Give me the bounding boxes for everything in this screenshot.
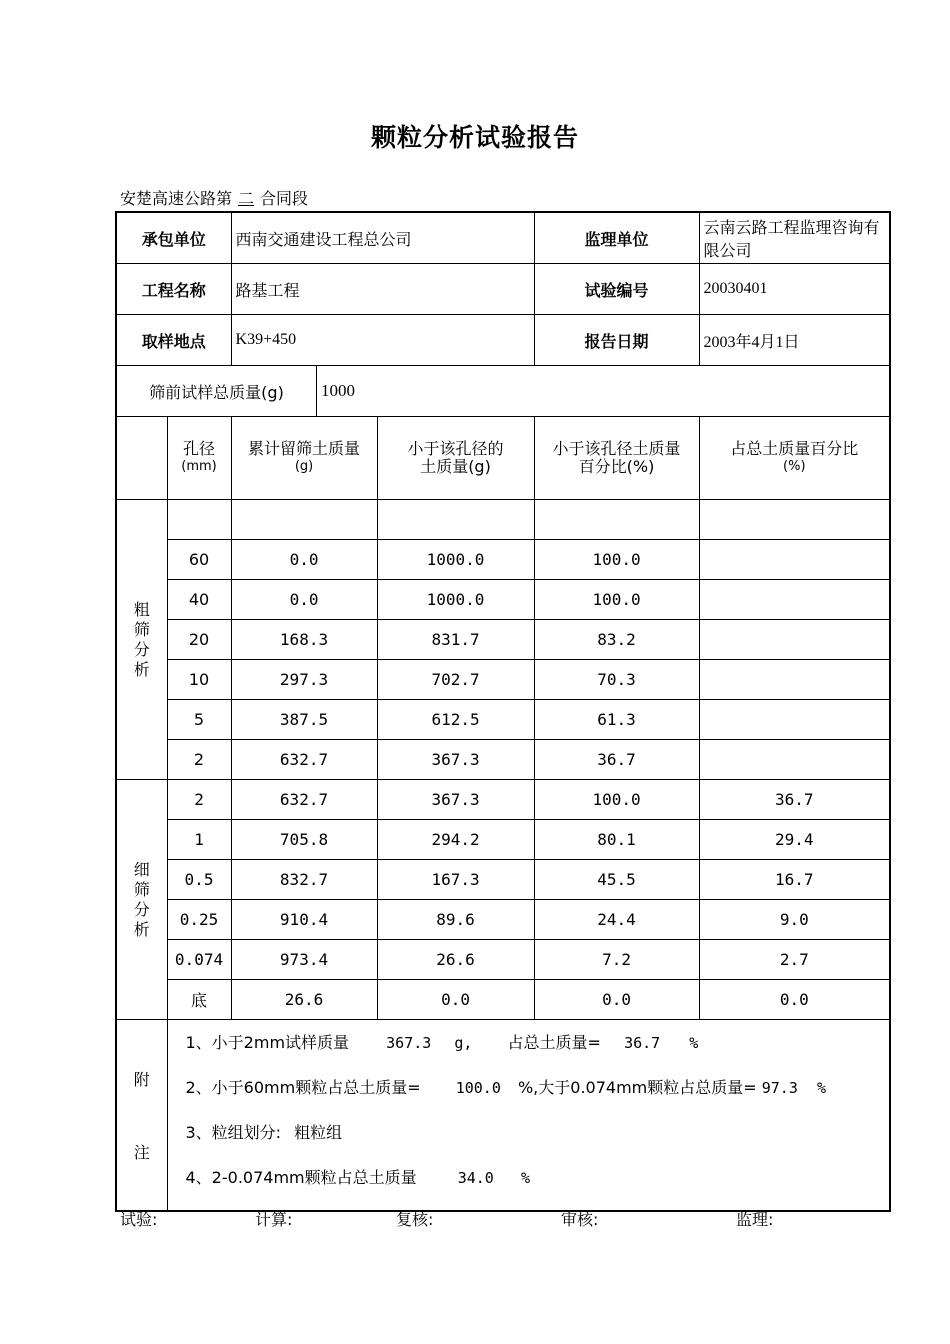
total-pct-cell (699, 660, 890, 700)
fine-row (116, 780, 890, 820)
aperture-cell: 5 (167, 700, 231, 740)
report-title: 颗粒分析试验报告 (370, 123, 579, 152)
note-2-text-a: 2、小于60mm颗粒占总土质量= (185, 1078, 421, 1097)
total-pct-cell: 0.0 (699, 980, 890, 1020)
retained-cell: 910.4 (231, 900, 377, 940)
fine-label-char: 析 (133, 919, 150, 939)
supervisor-value: 云南云路工程监理咨询有限公司 (699, 212, 890, 264)
aperture-cell: 底 (167, 980, 231, 1020)
note-4-text-b: % (520, 1169, 530, 1187)
total-pct-cell: 2.7 (699, 940, 890, 980)
footer-supervisor: 监理: (736, 1210, 774, 1229)
note-4-text-a: 4、2-0.074mm颗粒占总土质量 (185, 1168, 417, 1187)
note-1-text-a: 1、小于2mm试样质量 (185, 1033, 350, 1052)
note-2-value-2: 97.3 (761, 1079, 798, 1097)
contract-suffix: 合同段 (260, 189, 309, 208)
aperture-cell: 1 (167, 820, 231, 860)
contract-section (120, 186, 308, 209)
notes-content (167, 1020, 890, 1212)
passing-cell: 1000.0 (377, 540, 534, 580)
footer-tester: 试验: (120, 1210, 158, 1229)
coarse-row (116, 700, 890, 740)
info-row-contractor (116, 212, 890, 264)
contractor-label: 承包单位 (116, 212, 231, 264)
location-label: 取样地点 (116, 315, 231, 366)
passing-pct-cell: 100.0 (534, 580, 699, 620)
coarse-label-char: 粗 (133, 599, 150, 619)
header-aperture (167, 417, 231, 500)
passing-pct-cell: 80.1 (534, 820, 699, 860)
passing-pct-cell: 100.0 (534, 540, 699, 580)
aperture-cell: 60 (167, 540, 231, 580)
footer-reviewer: 审核: (561, 1210, 599, 1229)
fine-row (116, 820, 890, 860)
header-passing-pct-l2: 百分比(%) (578, 457, 655, 476)
total-pct-cell: 9.0 (699, 900, 890, 940)
header-retained-text: 累计留筛土质量 (248, 439, 361, 458)
footer-calculator: 计算: (255, 1210, 293, 1229)
total-mass-cell (116, 366, 890, 417)
project-value: 路基工程 (231, 264, 534, 315)
notes-label-bottom: 注 (133, 1143, 150, 1162)
retained-cell: 0.0 (231, 540, 377, 580)
total-pct-cell (699, 700, 890, 740)
fine-row (116, 860, 890, 900)
supervisor-label: 监理单位 (534, 212, 699, 264)
test-no-value: 20030401 (699, 264, 890, 315)
retained-cell (231, 500, 377, 540)
report-date-value: 2003年4月1日 (699, 315, 890, 366)
passing-pct-cell: 45.5 (534, 860, 699, 900)
total-pct-cell (699, 580, 890, 620)
header-passing-l2: 土质量(g) (420, 457, 491, 476)
note-1-value-1: 367.3 (386, 1034, 432, 1052)
passing-pct-cell: 24.4 (534, 900, 699, 940)
passing-cell: 26.6 (377, 940, 534, 980)
info-row-project (116, 264, 890, 315)
total-pct-cell (699, 740, 890, 780)
header-aperture-text: 孔径 (183, 439, 216, 458)
passing-pct-cell: 100.0 (534, 780, 699, 820)
header-passing-pct-l1: 小于该孔径土质量 (552, 439, 681, 458)
coarse-row (116, 740, 890, 780)
total-pct-cell: 16.7 (699, 860, 890, 900)
header-passing (377, 417, 534, 500)
notes-label-top: 附 (133, 1070, 150, 1089)
header-retained-unit: (g) (294, 459, 314, 474)
note-3-text-a: 3、粒组划分: (185, 1123, 282, 1142)
aperture-cell: 0.25 (167, 900, 231, 940)
fine-label-char: 细 (133, 859, 150, 879)
retained-cell: 632.7 (231, 780, 377, 820)
passing-cell: 831.7 (377, 620, 534, 660)
aperture-cell: 10 (167, 660, 231, 700)
contract-number: 二 (238, 189, 255, 208)
passing-cell: 702.7 (377, 660, 534, 700)
total-mass-value: 1000 (321, 381, 355, 400)
coarse-row (116, 500, 890, 540)
aperture-cell: 0.5 (167, 860, 231, 900)
test-no-label: 试验编号 (534, 264, 699, 315)
location-value: K39+450 (231, 315, 534, 366)
total-pct-cell (699, 540, 890, 580)
note-2-text-c: % (816, 1079, 826, 1097)
header-total-pct (699, 417, 890, 500)
passing-cell: 89.6 (377, 900, 534, 940)
header-total-pct-unit: (%) (783, 459, 806, 474)
retained-cell: 832.7 (231, 860, 377, 900)
coarse-label-char: 分 (133, 639, 150, 659)
column-header-row (116, 417, 890, 500)
report-table (115, 211, 891, 1212)
coarse-row (116, 660, 890, 700)
note-2 (186, 1075, 890, 1120)
aperture-cell: 20 (167, 620, 231, 660)
coarse-row (116, 540, 890, 580)
passing-pct-cell: 70.3 (534, 660, 699, 700)
coarse-label-char: 筛 (133, 619, 150, 639)
coarse-row (116, 620, 890, 660)
total-pct-cell (699, 500, 890, 540)
total-pct-cell (699, 620, 890, 660)
note-1-text-c: 占总土质量= (507, 1033, 601, 1052)
aperture-cell (167, 500, 231, 540)
header-blank (116, 417, 167, 500)
note-4-value: 34.0 (457, 1169, 494, 1187)
coarse-section-label (116, 500, 167, 780)
note-3 (186, 1120, 890, 1165)
passing-pct-cell: 36.7 (534, 740, 699, 780)
header-total-pct-text: 占总土质量百分比 (730, 439, 859, 458)
footer-checker: 复核: (396, 1210, 434, 1229)
header-passing-l1: 小于该孔径的 (407, 439, 504, 458)
aperture-cell: 2 (167, 740, 231, 780)
aperture-cell: 2 (167, 780, 231, 820)
note-4 (186, 1165, 890, 1210)
note-2-value-1: 100.0 (455, 1079, 501, 1097)
passing-pct-cell: 83.2 (534, 620, 699, 660)
project-label: 工程名称 (116, 264, 231, 315)
retained-cell: 297.3 (231, 660, 377, 700)
report-date-label: 报告日期 (534, 315, 699, 366)
fine-section-label (116, 780, 167, 1020)
note-1 (186, 1030, 890, 1075)
passing-cell: 294.2 (377, 820, 534, 860)
total-pct-cell: 29.4 (699, 820, 890, 860)
retained-cell: 168.3 (231, 620, 377, 660)
fine-label-char: 分 (133, 899, 150, 919)
retained-cell: 26.6 (231, 980, 377, 1020)
note-1-text-d: % (689, 1034, 699, 1052)
retained-cell: 632.7 (231, 740, 377, 780)
note-1-text-b: g, (454, 1034, 473, 1052)
contractor-value: 西南交通建设工程总公司 (231, 212, 534, 264)
info-row-location (116, 315, 890, 366)
notes-label (116, 1020, 167, 1212)
retained-cell: 705.8 (231, 820, 377, 860)
passing-cell: 612.5 (377, 700, 534, 740)
passing-cell: 0.0 (377, 980, 534, 1020)
passing-cell: 167.3 (377, 860, 534, 900)
contract-prefix: 安楚高速公路第 (120, 189, 233, 208)
passing-pct-cell (534, 500, 699, 540)
total-mass-label: 筛前试样总质量(g) (117, 366, 317, 416)
aperture-cell: 40 (167, 580, 231, 620)
coarse-row (116, 580, 890, 620)
fine-label-char: 筛 (133, 879, 150, 899)
aperture-cell: 0.074 (167, 940, 231, 980)
header-passing-pct (534, 417, 699, 500)
header-retained (231, 417, 377, 500)
retained-cell: 0.0 (231, 580, 377, 620)
note-1-value-2: 36.7 (624, 1034, 661, 1052)
passing-cell: 367.3 (377, 740, 534, 780)
passing-pct-cell: 61.3 (534, 700, 699, 740)
passing-cell (377, 500, 534, 540)
note-3-value: 粗粒组 (294, 1123, 343, 1142)
note-2-text-b: %,大于0.074mm颗粒占总质量= (517, 1078, 757, 1097)
passing-pct-cell: 0.0 (534, 980, 699, 1020)
fine-row (116, 900, 890, 940)
passing-cell: 367.3 (377, 780, 534, 820)
header-aperture-unit: (mm) (181, 459, 217, 474)
coarse-label-char: 析 (133, 659, 150, 679)
retained-cell: 973.4 (231, 940, 377, 980)
fine-row (116, 940, 890, 980)
notes-row (116, 1020, 890, 1212)
total-pct-cell: 36.7 (699, 780, 890, 820)
passing-pct-cell: 7.2 (534, 940, 699, 980)
info-row-total-mass (116, 366, 890, 417)
retained-cell: 387.5 (231, 700, 377, 740)
passing-cell: 1000.0 (377, 580, 534, 620)
fine-row (116, 980, 890, 1020)
